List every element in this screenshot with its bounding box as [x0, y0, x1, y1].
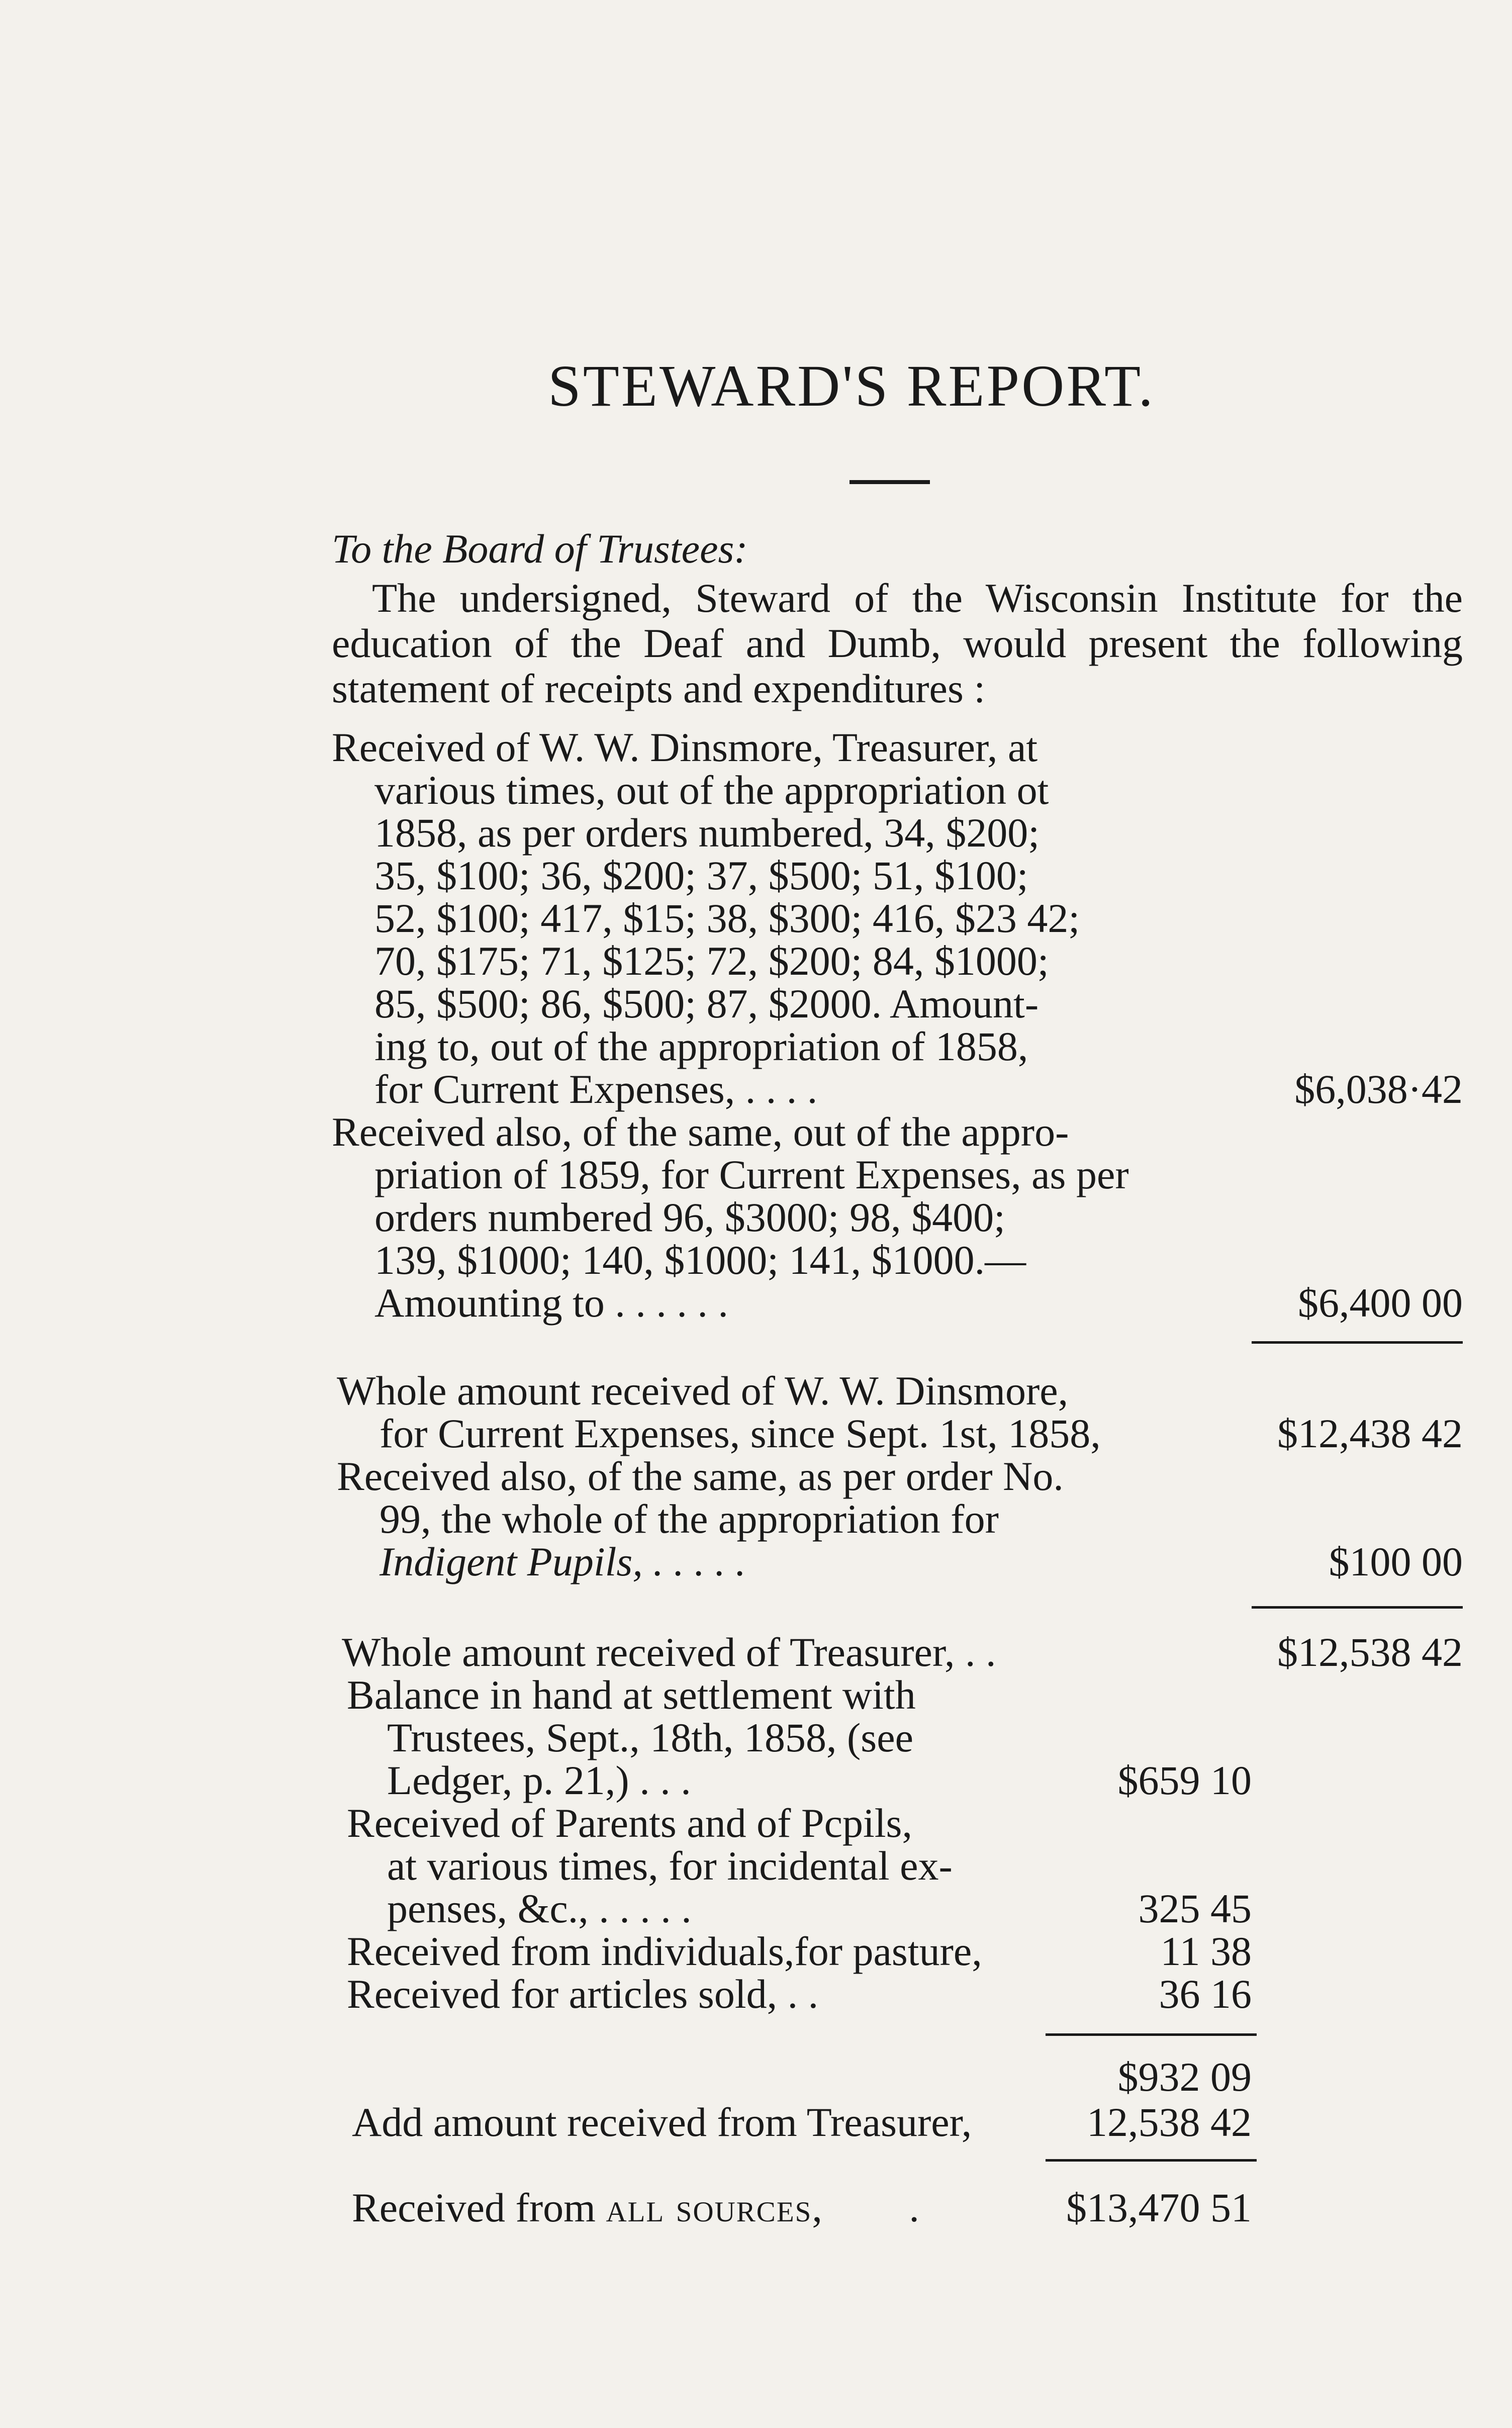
intro-paragraph: The undersigned, Steward of the Wisconsin Institute for the education of the Deaf and Dumb, would present the following statement of receipts and expenditures : — [332, 575, 1463, 711]
entry-amount: $6,038·42 — [1294, 1066, 1463, 1112]
entry-line: 99, the whole of the appropriation for — [380, 1496, 999, 1542]
subtotal-rule — [1046, 2033, 1257, 2036]
entry-line: Received also, of the same, out of the appro- — [332, 1109, 1069, 1155]
entry-line: ing to, out of the appropriation of 1858, — [374, 1023, 1028, 1069]
title-rule — [849, 480, 930, 484]
sum-rule — [1252, 1341, 1463, 1344]
entry-line: Amounting to . . . . . . — [374, 1280, 728, 1326]
total-rule — [1046, 2159, 1257, 2162]
entry-amount: $12,438 42 — [1277, 1411, 1463, 1456]
entry-line: for Current Expenses, since Sept. 1st, 1858, — [380, 1411, 1101, 1456]
entry-line: Received of Parents and of Pcpils, — [347, 1800, 912, 1846]
sum-rule — [1252, 1606, 1463, 1609]
entry-line: Ledger, p. 21,) . . . — [387, 1757, 691, 1803]
entry-line: 1858, as per orders numbered, 34, $200; — [374, 810, 1040, 856]
total-label — [352, 2184, 919, 2231]
entry-line: Received of W. W. Dinsmore, Treasurer, at — [332, 724, 1038, 770]
entry-line: Received for articles sold, . . — [347, 1971, 819, 2017]
entry-line: Indigent Pupils, . . . . . — [380, 1539, 746, 1584]
entry-line: for Current Expenses, . . . . — [374, 1066, 818, 1112]
subtotal-amount: $932 09 — [1117, 2054, 1252, 2100]
sub-amount: 325 45 — [1138, 1886, 1252, 1931]
total-label-start: Received from — [352, 2185, 596, 2230]
entry-line: Whole amount received of Treasurer, . . — [342, 1629, 996, 1675]
salutation: To the Board of Trustees: — [332, 526, 748, 572]
entry-line: penses, &c., . . . . . — [387, 1886, 692, 1931]
total-amount: $13,470 51 — [1066, 2185, 1252, 2230]
entry-line: Whole amount received of W. W. Dinsmore, — [337, 1368, 1069, 1414]
entry-line: Balance in hand at settlement with — [347, 1672, 916, 1718]
entry-amount: $100 00 — [1329, 1539, 1463, 1584]
entry-line: Received from individuals,for pasture, — [347, 1928, 982, 1974]
add-amount: 12,538 42 — [1087, 2099, 1252, 2145]
sub-amount: 36 16 — [1159, 1971, 1252, 2017]
total-label-smallcaps: all sources, — [606, 2185, 823, 2230]
entry-line: 85, $500; 86, $500; 87, $2000. Amount- — [374, 981, 1039, 1026]
entry-line: 35, $100; 36, $200; 37, $500; 51, $100; — [374, 853, 1028, 898]
entry-line: orders numbered 96, $3000; 98, $400; — [374, 1194, 1005, 1240]
entry-line: Received also, of the same, as per order No. — [337, 1453, 1064, 1499]
entry-line: 139, $1000; 140, $1000; 141, $1000.— — [374, 1237, 1026, 1283]
entry-line: priation of 1859, for Current Expenses, as per — [374, 1152, 1129, 1197]
page-title: STEWARD'S REPORT. — [548, 353, 1155, 419]
entry-line: 52, $100; 417, $15; 38, $300; 416, $23 42; — [374, 895, 1080, 941]
entry-line: Trustees, Sept., 18th, 1858, (see — [387, 1715, 913, 1760]
entry-line: 70, $175; 71, $125; 72, $200; 84, $1000; — [374, 938, 1049, 984]
entry-line: at various times, for incidental ex- — [387, 1843, 953, 1889]
entry-line: various times, out of the appropriation ot — [374, 767, 1049, 813]
entry-amount: $12,538 42 — [1277, 1629, 1463, 1675]
sub-amount: $659 10 — [1117, 1757, 1252, 1803]
entry-amount: $6,400 00 — [1298, 1280, 1463, 1326]
add-label: Add amount received from Treasurer, — [352, 2099, 972, 2145]
sub-amount: 11 38 — [1160, 1928, 1252, 1974]
total-leader-dot: . — [909, 2185, 919, 2230]
